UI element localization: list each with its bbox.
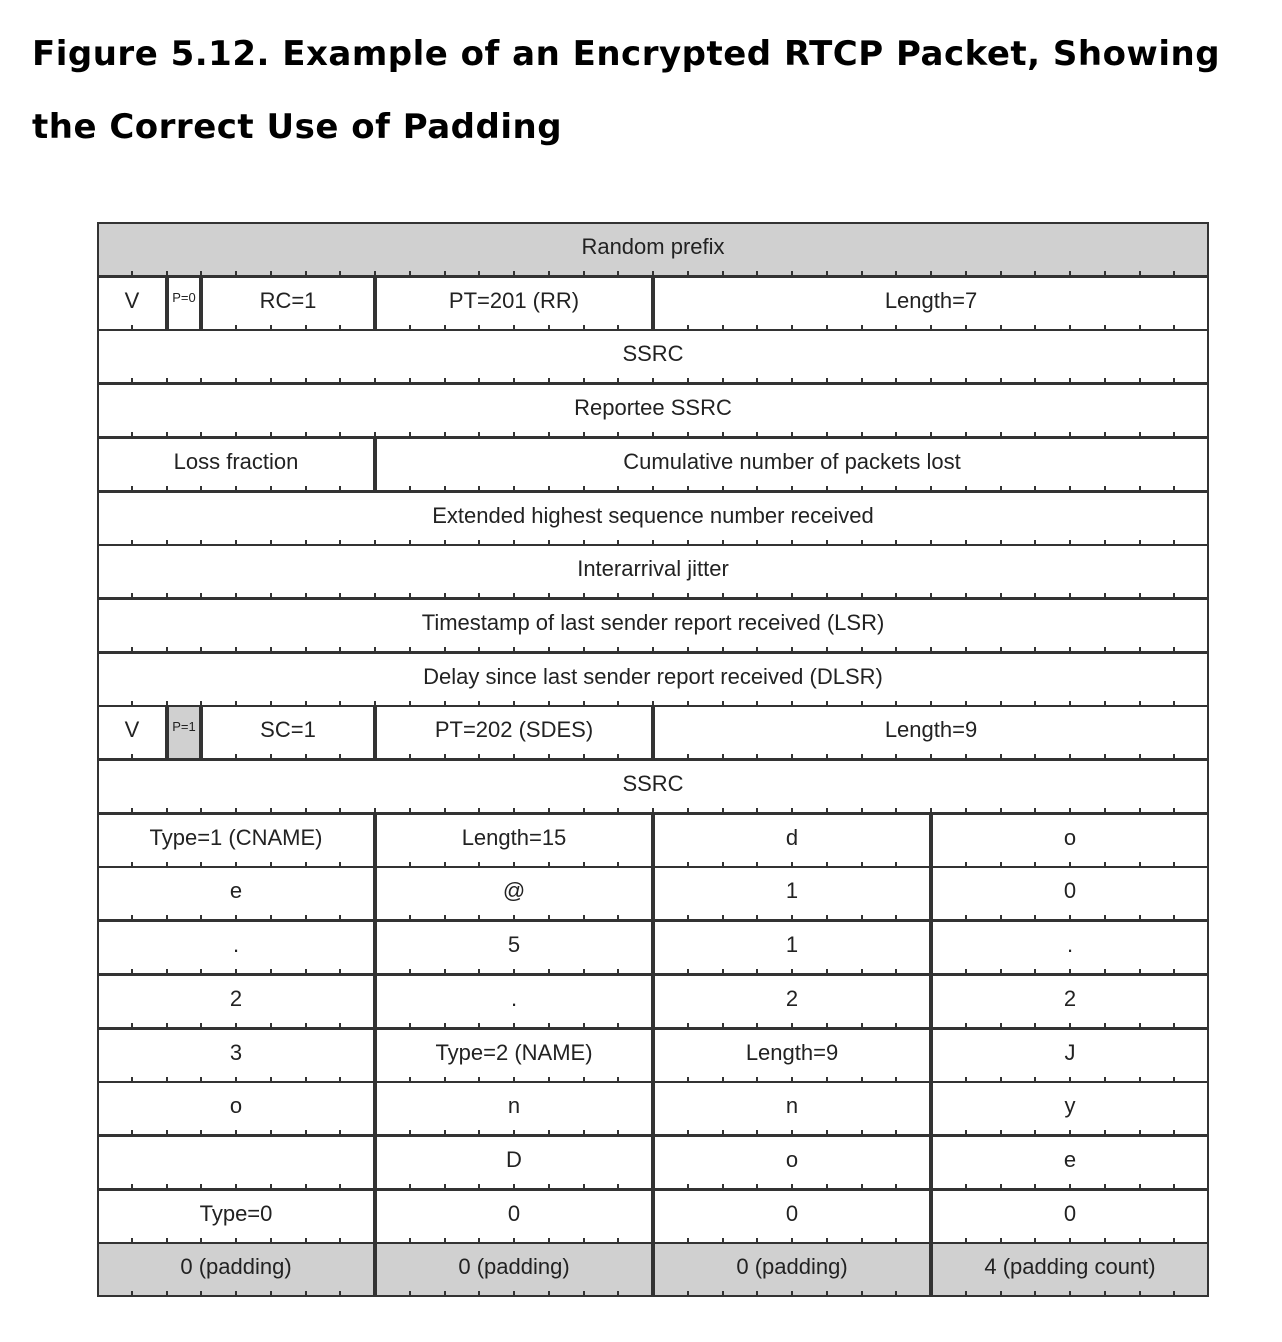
packet-row <box>97 276 1209 331</box>
packet-field-label: Extended highest sequence number received <box>432 502 874 528</box>
packet-field-label: Reportee SSRC <box>574 394 732 420</box>
packet-field-label: 4 (padding count) <box>984 1253 1156 1279</box>
packet-field-label: PT=202 (SDES) <box>434 716 594 742</box>
packet-field-label: J <box>1064 1039 1076 1065</box>
packet-field-label: Length=15 <box>461 824 567 850</box>
packet-row <box>97 1189 1209 1244</box>
packet-row <box>97 920 1209 975</box>
packet-field-label: 2 <box>229 985 243 1011</box>
packet-field-label: SSRC <box>622 340 684 366</box>
packet-field-label: . <box>1066 931 1074 957</box>
packet-field-label: Cumulative number of packets lost <box>623 448 961 474</box>
packet-field-label: o <box>1063 824 1077 850</box>
packet-row <box>97 329 1209 384</box>
packet-field-label: . <box>510 985 518 1011</box>
packet-row <box>97 598 1209 653</box>
packet-field-label: SC=1 <box>260 716 316 742</box>
packet-field-label: 0 (padding) <box>180 1253 292 1279</box>
packet-row <box>97 437 1209 492</box>
packet-field-label: 5 <box>507 931 521 957</box>
packet-field-label: Type=0 <box>199 1200 273 1226</box>
packet-field-label: e <box>1063 1146 1077 1172</box>
packet-row <box>97 222 1209 277</box>
packet-field-label: Type=2 (NAME) <box>435 1039 593 1065</box>
packet-field-label: o <box>229 1092 243 1118</box>
packet-row <box>97 705 1209 760</box>
packet-field-label: Length=7 <box>884 287 978 313</box>
packet-field-label: Length=9 <box>884 716 978 742</box>
packet-field-label: o <box>785 1146 799 1172</box>
packet-field-label: e <box>229 877 243 903</box>
packet-field-label: . <box>232 931 240 957</box>
packet-field-label: @ <box>502 877 526 903</box>
packet-field-label: y <box>1064 1092 1076 1118</box>
packet-row <box>97 759 1209 814</box>
packet-field-label: RC=1 <box>259 287 317 313</box>
packet-row <box>97 1081 1209 1136</box>
packet-field-label: Interarrival jitter <box>577 555 729 581</box>
packet-field-label: SSRC <box>622 770 684 796</box>
packet-field-label: 0 <box>1063 877 1077 903</box>
packet-field-label: Length=9 <box>745 1039 839 1065</box>
packet-field-label: P=1 <box>172 719 196 734</box>
packet-field-label: 3 <box>229 1039 243 1065</box>
packet-row <box>97 491 1209 546</box>
packet-row <box>97 383 1209 438</box>
packet-field-label: D <box>506 1146 522 1172</box>
packet-row <box>97 866 1209 921</box>
packet-row <box>97 1242 1209 1297</box>
packet-field-label: 1 <box>785 931 799 957</box>
packet-field-label: P=0 <box>172 290 196 305</box>
packet-field-label: 0 (padding) <box>736 1253 848 1279</box>
packet-field-label: V <box>124 716 140 742</box>
packet-field-label: 1 <box>785 877 799 903</box>
packet-field-label: 0 <box>1063 1200 1077 1226</box>
packet-field-label: 0 <box>507 1200 521 1226</box>
packet-field-label: 0 (padding) <box>458 1253 570 1279</box>
packet-field-label: Delay since last sender report received (DLSR) <box>423 663 883 689</box>
packet-field-label: 2 <box>785 985 799 1011</box>
packet-field-label: Type=1 (CNAME) <box>149 824 323 850</box>
packet-field-label: 2 <box>1063 985 1077 1011</box>
packet-field-label: Timestamp of last sender report received (LSR) <box>421 609 885 635</box>
figure-title: Figure 5.12. Example of an Encrypted RTCP Packet, Showing the Correct Use of Padding <box>32 34 1221 147</box>
packet-field-label: V <box>124 287 140 313</box>
packet-row <box>97 544 1209 599</box>
packet-row <box>97 1028 1209 1083</box>
packet-field-label: Random prefix <box>581 233 725 259</box>
packet-field-label: PT=201 (RR) <box>448 287 580 313</box>
packet-row <box>97 813 1209 868</box>
packet-field-label: n <box>507 1092 521 1118</box>
rtcp-packet-diagram <box>97 222 1209 1296</box>
packet-row <box>97 652 1209 707</box>
packet-row <box>97 1135 1209 1190</box>
packet-field-label: Loss fraction <box>173 448 299 474</box>
packet-field-label: 0 <box>785 1200 799 1226</box>
packet-field-label: d <box>785 824 799 850</box>
bit-ticks <box>97 1287 1209 1297</box>
packet-field-label: n <box>785 1092 799 1118</box>
packet-row <box>97 974 1209 1029</box>
